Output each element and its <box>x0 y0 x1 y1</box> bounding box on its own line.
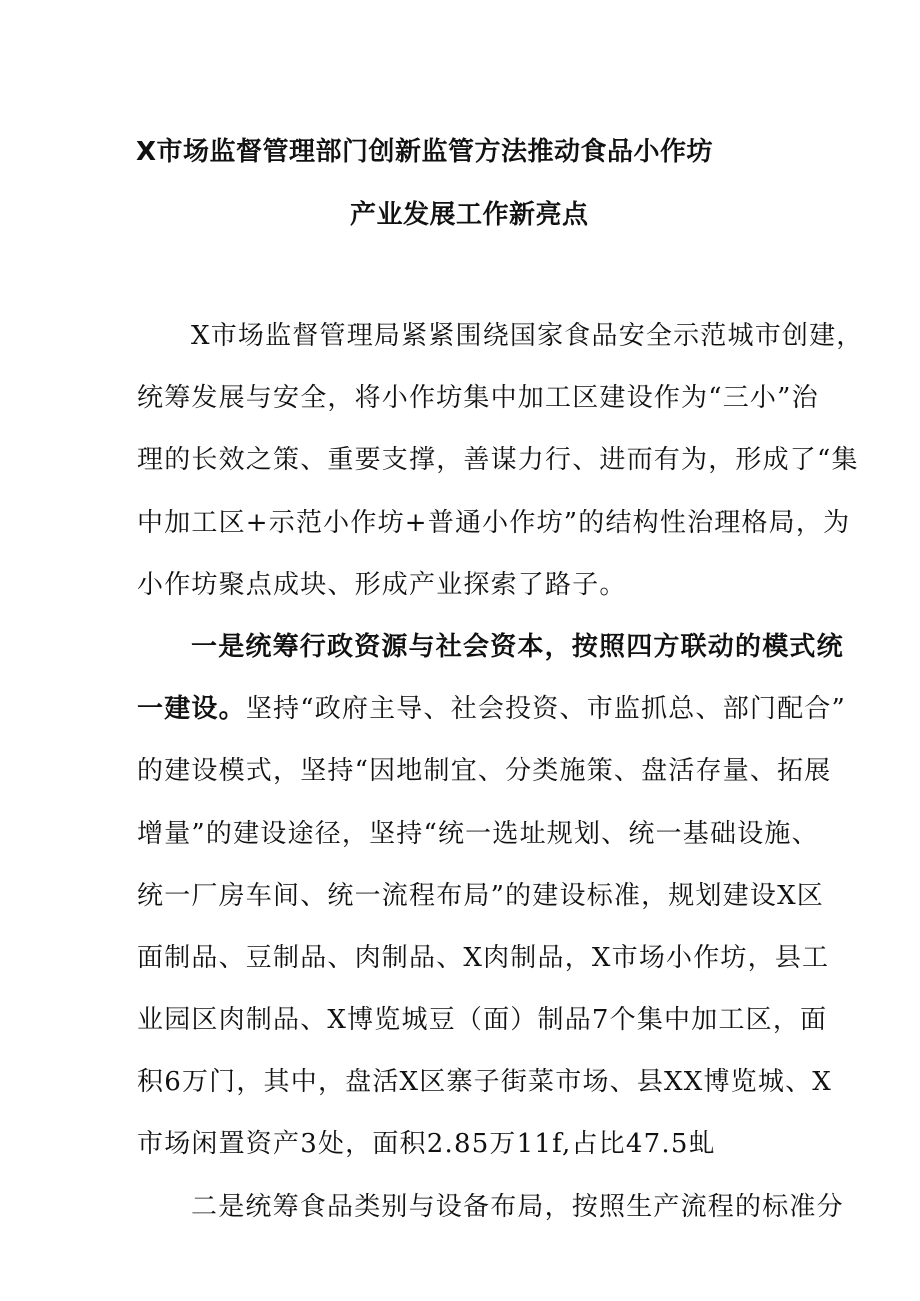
section1-line: 市场闲置资产3处，面积2.85万11f,占比47.5虬 <box>137 1129 716 1160</box>
section1-line: 面制品、豆制品、肉制品、X肉制品，X市场小作坊，县工 <box>137 942 830 973</box>
intro-line: 理的长效之策、重要支撑，善谋力行、进而有为，形成了“集 <box>137 445 859 476</box>
section1-heading-line: 一是统筹行政资源与社会资本，按照四方联动的模式统 <box>191 631 844 662</box>
section1-text: 坚持“政府主导、社会投资、市监抓总、部门配合” <box>245 694 846 725</box>
section2-line: 二是统筹食品类别与设备布局，按照生产流程的标准分 <box>191 1191 844 1222</box>
document-title-line-1: X市场监督管理部门创新监管方法推动食品小作坊 <box>136 137 714 167</box>
section1-line: 的建设模式，坚持“因地制宜、分类施策、盘活存量、拓展 <box>137 756 832 787</box>
section1-line: 统一厂房车间、统一流程布局”的建设标准，规划建设X区 <box>137 880 825 911</box>
intro-line: X市场监督管理局紧紧围绕国家食品安全示范城市创建， <box>191 321 864 351</box>
section1-line: 业园区肉制品、X博览城豆（面）制品7个集中加工区，面 <box>137 1005 828 1036</box>
section1-line: 积6万门，其中，盘活X区寨子街菜市场、县XX博览城、X <box>137 1067 832 1098</box>
document-title-line-2: 产业发展工作新亮点 <box>350 200 589 230</box>
intro-line: 中加工区+示范小作坊+普通小作坊”的结构性治理格局，为 <box>137 507 851 538</box>
section1-line: 增量”的建设途径，坚持“统一选址规划、统一基础设施、 <box>137 818 819 849</box>
intro-line: 小作坊聚点成块、形成产业探索了路子。 <box>137 569 627 600</box>
intro-line: 统筹发展与安全，将小作坊集中加工区建设作为“三小”治 <box>137 383 819 414</box>
section1-heading-end: 一建设。 <box>137 694 246 725</box>
document-body <box>137 305 864 1238</box>
section1-line <box>137 678 846 740</box>
